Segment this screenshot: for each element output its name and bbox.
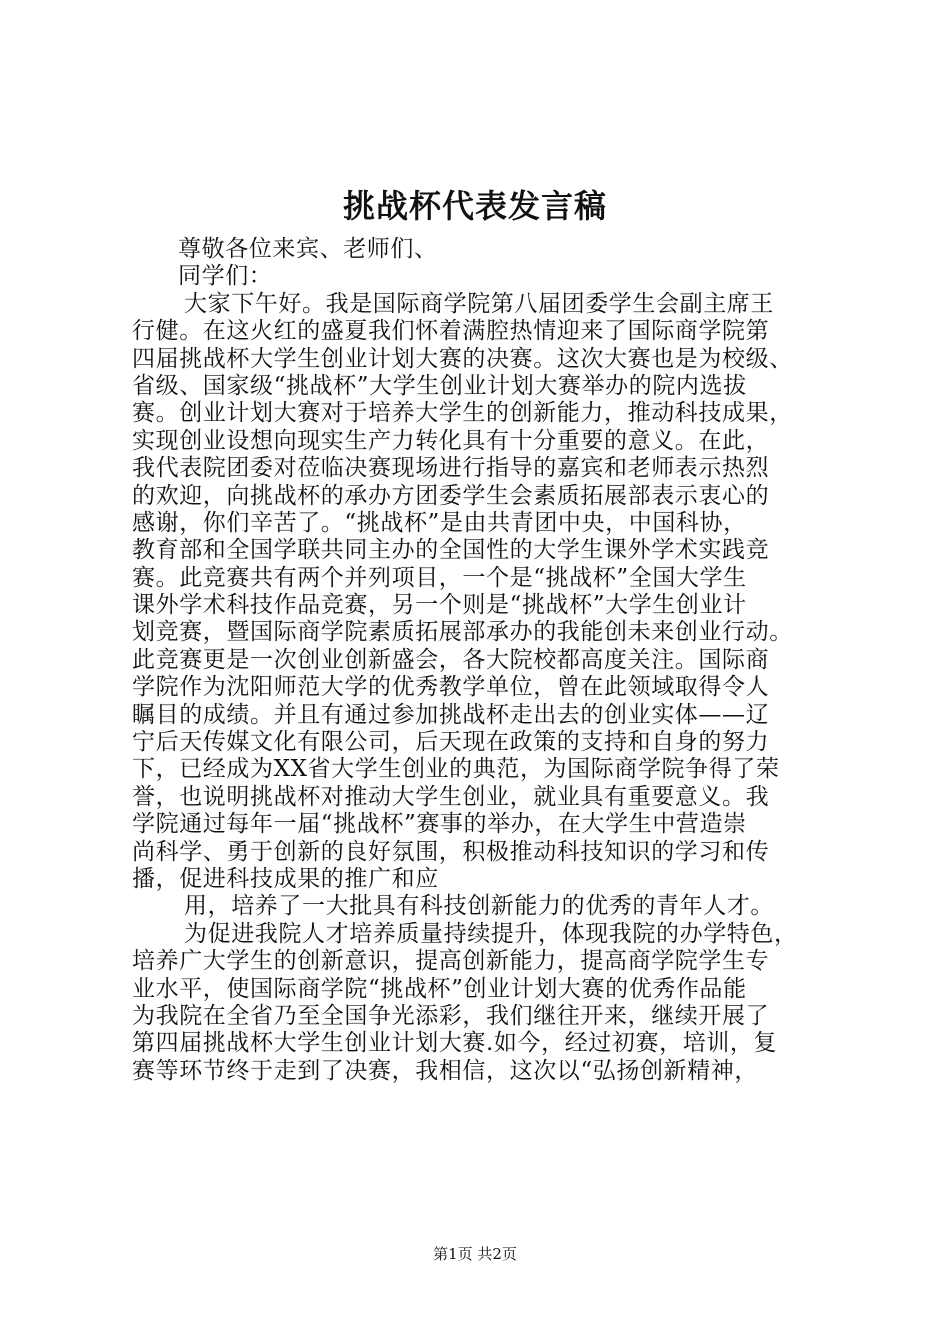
body-line: 实现创业设想向现实生产力转化具有十分重要的意义。在此，: [132, 427, 770, 454]
body-line: 尊敬各位来宾、老师们、: [178, 236, 438, 262]
body-line: 培养广大学生的创新意识，提高创新能力，提高商学院学生专: [132, 948, 770, 975]
body-line: 感谢，你们辛苦了。“挑战杯”是由共青团中央，中国科协，: [132, 509, 747, 536]
body-line: 誉，也说明挑战杯对推动大学生创业，就业具有重要意义。我: [132, 783, 770, 810]
body-line: 为我院在全省乃至全国争光添彩，我们继往开来，继续开展了: [132, 1002, 770, 1029]
body-line: 我代表院团委对莅临决赛现场进行指导的嘉宾和老师表示热烈: [132, 455, 770, 482]
document-title: 挑战杯代表发言稿: [342, 187, 607, 225]
body-line: 业水平，使国际商学院“挑战杯”创业计划大赛的优秀作品能: [132, 975, 747, 1002]
body-line: 为促进我院人才培养质量持续提升，体现我院的办学特色，: [184, 920, 798, 947]
body-line: 行健。在这火红的盛夏我们怀着满腔热情迎来了国际商学院第: [132, 318, 770, 345]
body-line: 同学们：: [178, 263, 273, 290]
body-line: 赛等环节终于走到了决赛，我相信，这次以“弘扬创新精神，: [132, 1057, 758, 1084]
body-line: 课外学术科技作品竞赛，另一个则是“挑战杯”大学生创业计: [132, 592, 747, 619]
body-line: 此竞赛更是一次创业创新盛会，各大院校都高度关注。国际商: [132, 646, 770, 673]
body-line: 第四届挑战杯大学生创业计划大赛.如今，经过初赛，培训，复: [132, 1030, 778, 1057]
document-body: [132, 236, 837, 1085]
body-line: 学院作为沈阳师范大学的优秀教学单位，曾在此领域取得令人: [132, 674, 770, 701]
body-line: 尚科学、勇于创新的良好氛围，积极推动科技知识的学习和传: [132, 838, 770, 865]
page-footer: 第1页 共2页: [433, 1245, 517, 1263]
body-line: 的欢迎，向挑战杯的承办方团委学生会素质拓展部表示衷心的: [132, 482, 770, 509]
body-line: 赛。创业计划大赛对于培养大学生的创新能力，推动科技成果，: [132, 400, 793, 427]
body-line: 宁后天传媒文化有限公司，后天现在政策的支持和自身的努力: [132, 729, 770, 756]
body-line: 四届挑战杯大学生创业计划大赛的决赛。这次大赛也是为校级、: [132, 345, 793, 372]
body-line: 省级、国家级“挑战杯”大学生创业计划大赛举办的院内选拔: [132, 372, 747, 399]
body-line: 大家下午好。我是国际商学院第八届团委学生会副主席王: [184, 290, 774, 317]
body-line: 播，促进科技成果的推广和应: [132, 865, 439, 892]
body-line: 学院通过每年一届“挑战杯”赛事的举办，在大学生中营造崇: [132, 811, 747, 838]
body-line: 下，已经成为XX省大学生创业的典范，为国际商学院争得了荣: [132, 756, 780, 783]
body-line: 赛。此竞赛共有两个并列项目，一个是“挑战杯”全国大学生: [132, 564, 747, 591]
body-line: 教育部和全国学联共同主办的全国性的大学生课外学术实践竞: [132, 537, 770, 564]
body-line: 用，培养了一大批具有科技创新能力的优秀的青年人才。: [184, 893, 774, 920]
body-line: 划竞赛，暨国际商学院素质拓展部承办的我能创未来创业行动。: [132, 619, 793, 646]
body-line: 瞩目的成绩。并且有通过参加挑战杯走出去的创业实体——辽: [132, 701, 770, 728]
